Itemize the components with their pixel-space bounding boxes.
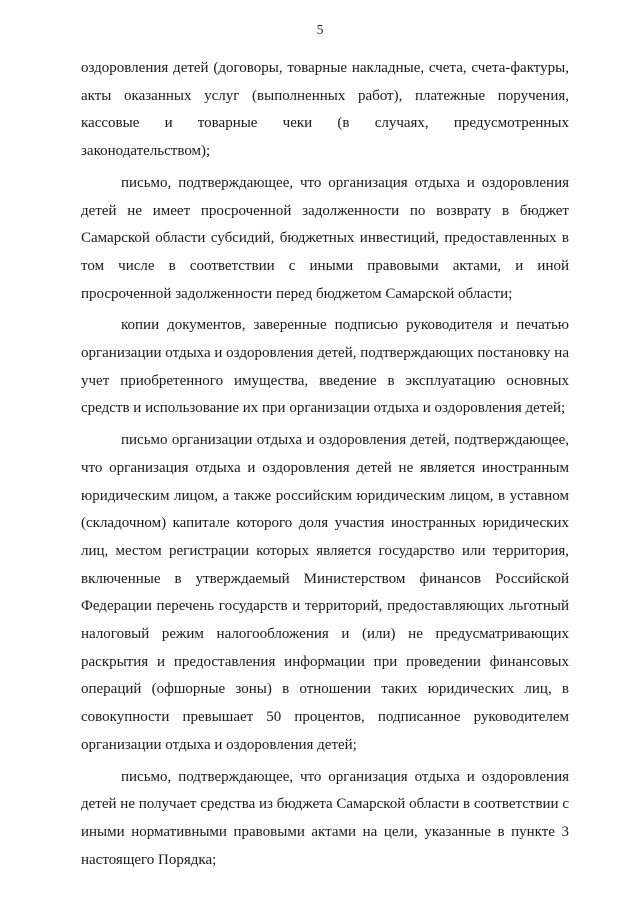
paragraph-foreign-entity-letter: письмо организации отдыха и оздоровления детей, подтверждающее, что организация отдыха и оздоровления детей не является иностранным юридическим лицом, а также российским юридическим лицом, в уставном (складочном) капитале которого доля участия иностранных юридических лиц, местом регистрации которых является государство или территория, включенные в утверждаемый Министерством финансов Российской Федерации перечень государств и территорий, предоставляющих льготный налоговый режим налогообложения и (или) не предусматривающих раскрытия и предоставления информации при проведении финансовых операций (офшорные зоны) в отношении таких юридических лиц, в совокупности превышает 50 процентов, подписанное руководителем организации отдыха и оздоровления детей; bbox=[81, 432, 569, 753]
paragraph-budget-funds-letter: письмо, подтверждающее, что организация отдыха и оздоровления детей не получает средства из бюджета Самарской области в соответствии с иными нормативными правовыми актами на цели, указанные в пункте 3 настоящего Порядка; bbox=[81, 768, 569, 868]
paragraph-continued-list: оздоровления детей (договоры, товарные накладные, счета, счета-фактуры, акты оказанных услуг (выполненных работ), платежные поручения, кассовые и товарные чеки (в случаях, предусмотренных законодательством); bbox=[81, 60, 569, 160]
paragraph-document-copies: копии документов, заверенные подписью руководителя и печатью организации отдыха и оздоровления детей, подтверждающих постановку на учет приобретенного имущества, введение в эксплуатацию основных средств и использование их при организации отдыха и оздоровления детей; bbox=[81, 317, 569, 417]
paragraph-debt-letter: письмо, подтверждающее, что организация отдыха и оздоровления детей не имеет просроченной задолженности по возврату в бюджет Самарской области субсидий, бюджетных инвестиций, предоставленных в том числе в соответствии с иными правовыми актами, и иной просроченной задолженности перед бюджетом Самарской области; bbox=[81, 174, 569, 302]
document-body bbox=[81, 55, 569, 874]
page-number: 5 bbox=[316, 22, 324, 37]
